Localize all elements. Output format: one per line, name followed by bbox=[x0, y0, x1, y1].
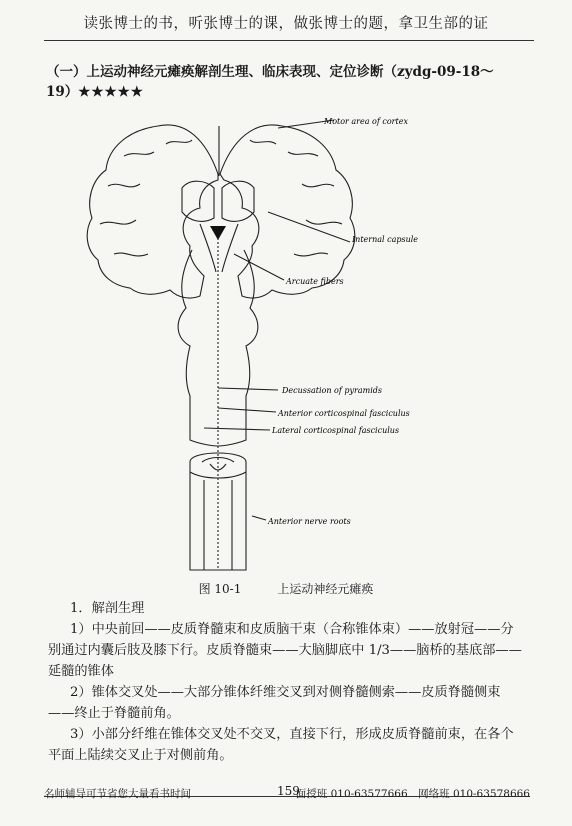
paragraph-2: 2）锥体交叉处——大部分锥体纤维交叉到对侧脊髓侧索——皮质脊髓侧束——终止于脊髓前角。 bbox=[48, 685, 501, 721]
figure-caption bbox=[0, 580, 572, 597]
page-header: 读张博士的书，听张博士的课，做张博士的题，拿卫生部的证 bbox=[83, 16, 489, 32]
thalamus bbox=[182, 181, 254, 221]
paragraph-3: 3）小部分纤维在锥体交叉处不交叉，直接下行，形成皮质脊髓前束，在各个平面上陆续交叉止于对侧前角。 bbox=[48, 727, 514, 763]
subsection-heading: 1．解剖生理 bbox=[70, 601, 145, 616]
label-decussation: Decussation of pyramids bbox=[282, 386, 382, 395]
footer-contact: 面授班 010-63577666 网络班 010-63578666 bbox=[295, 788, 530, 800]
label-anterior-tract: Anterior corticospinal fasciculus bbox=[278, 409, 410, 418]
cerebrum-outline bbox=[87, 125, 218, 298]
page-number: 159 bbox=[277, 784, 300, 798]
section-title bbox=[46, 62, 516, 102]
section-title-text: （一）上运动神经元瘫痪解剖生理、临床表现、定位诊断（zydg-09-18～19） bbox=[46, 64, 494, 100]
figure-number: 图 10-1 bbox=[198, 582, 242, 596]
footer-slogan: 名师辅导可节省您大量看书时间 bbox=[44, 788, 191, 800]
brain-pyramidal-tract-diagram bbox=[78, 100, 458, 582]
body-text bbox=[48, 598, 526, 766]
label-internal-capsule: Internal capsule bbox=[352, 235, 419, 244]
label-anterior-roots: Anterior nerve roots bbox=[268, 517, 351, 526]
rating-stars: ★★★★★ bbox=[78, 84, 144, 100]
label-lateral-tract: Lateral corticospinal fasciculus bbox=[272, 426, 400, 435]
header-divider bbox=[44, 40, 534, 41]
figure-title: 上运动神经元瘫痪 bbox=[277, 582, 374, 596]
label-arcuate-fibers: Arcuate fibers bbox=[286, 277, 344, 286]
midbrain-decussation-mark bbox=[210, 226, 226, 240]
label-motor-area: Motor area of cortex bbox=[324, 117, 408, 126]
paragraph-1: 1）中央前回——皮质脊髓束和皮质脑干束（合称锥体束）——放射冠——分别通过内囊后肢及膝下行。皮质脊髓束——大脑脚底中 1/3——脑桥的基底部——延髓的锥体 bbox=[48, 622, 522, 679]
diagram-svg bbox=[78, 100, 458, 578]
